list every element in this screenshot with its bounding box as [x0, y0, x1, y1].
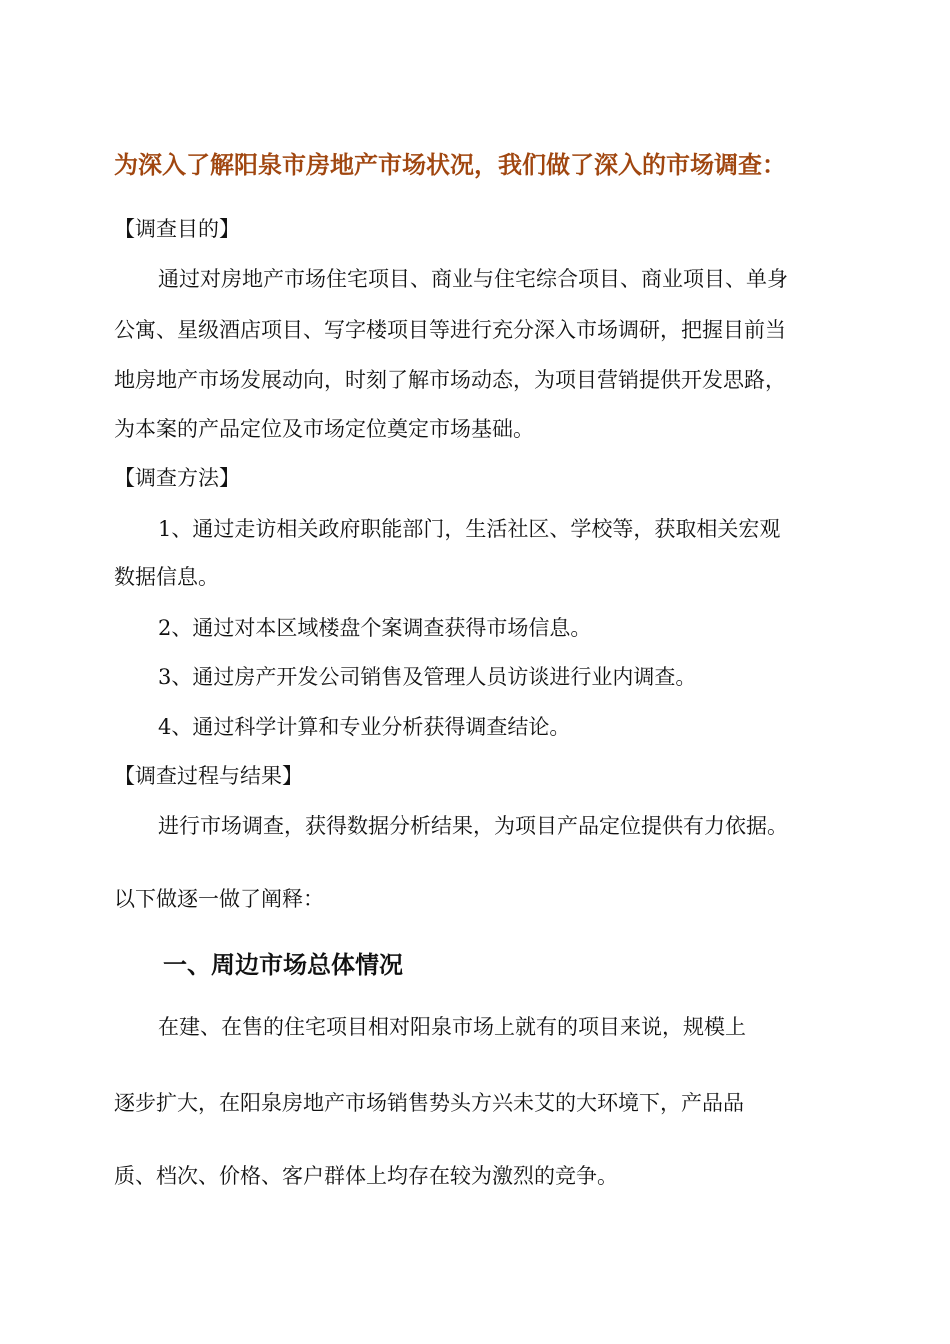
method-line: 4、通过科学计算和专业分析获得调查结论。	[158, 715, 571, 739]
chapter-line: 逐步扩大，在阳泉房地产市场销售势头方兴未艾的大环境下，产品品	[114, 1091, 744, 1115]
process-text: 进行市场调查，获得数据分析结果，为项目产品定位提供有力依据。	[158, 814, 788, 838]
document-title: 为深入了解阳泉市房地产市场状况，我们做了深入的市场调查：	[114, 150, 786, 179]
purpose-heading: 【调查目的】	[114, 217, 240, 241]
purpose-line: 地房地产市场发展动向，时刻了解市场动态，为项目营销提供开发思路，	[114, 368, 786, 392]
method-heading: 【调查方法】	[114, 466, 240, 490]
purpose-line: 通过对房地产市场住宅项目、商业与住宅综合项目、商业项目、单身	[158, 267, 788, 291]
purpose-line: 为本案的产品定位及市场定位奠定市场基础。	[114, 417, 534, 441]
purpose-line: 公寓、星级酒店项目、写字楼项目等进行充分深入市场调研，把握目前当	[114, 318, 786, 342]
chapter-line: 质、档次、价格、客户群体上均存在较为激烈的竞争。	[114, 1164, 618, 1188]
chapter-heading: 一、周边市场总体情况	[163, 950, 403, 979]
method-line: 1、通过走访相关政府职能部门，生活社区、学校等，获取相关宏观	[158, 517, 781, 541]
process-heading: 【调查过程与结果】	[114, 764, 303, 788]
method-line: 2、通过对本区域楼盘个案调查获得市场信息。	[158, 616, 592, 640]
chapter-line: 在建、在售的住宅项目相对阳泉市场上就有的项目来说，规模上	[158, 1015, 746, 1039]
method-line: 数据信息。	[114, 565, 219, 589]
method-line: 3、通过房产开发公司销售及管理人员访谈进行业内调查。	[158, 665, 697, 689]
intro-text: 以下做逐一做了阐释：	[114, 887, 324, 911]
